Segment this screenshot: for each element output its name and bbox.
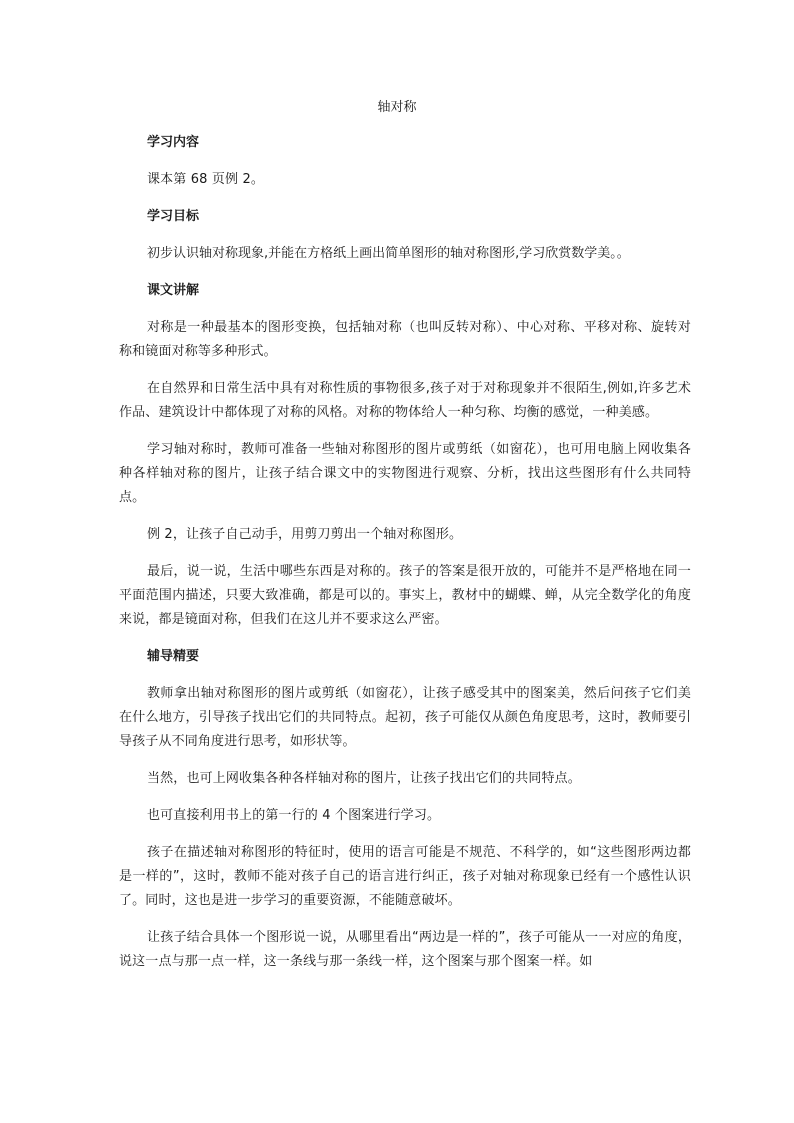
paragraph-correspondence: 让孩子结合具体一个图形说一说，从哪里看出“两边是一样的”，孩子可能从一一对应的角度，说这一点与那一点一样，这一条线与那一条线一样，这个图案与那个图案一样。如 — [119, 930, 691, 969]
paragraph-book-patterns: 也可直接利用书上的第一行的 4 个图案进行学习。 — [147, 808, 441, 823]
section-heading-learning-goals: 学习目标 — [147, 209, 200, 224]
paragraph-symmetry-definition: 对称是一种最基本的图形变换，包括轴对称（也叫反转对称）、中心对称、平移对称、旋转对称和镜面对称等多种形式。 — [119, 320, 691, 359]
paragraph-example-2: 例 2，让孩子自己动手，用剪刀剪出一个轴对称图形。 — [147, 527, 463, 542]
paragraph-collect-online: 当然，也可上网收集各种各样轴对称的图片，让孩子找出它们的共同特点。 — [147, 771, 581, 786]
paragraph-show-pictures: 教师拿出轴对称图形的图片或剪纸（如窗花），让孩子感受其中的图案美，然后问孩子它们美在什么地方，引导孩子找出它们的共同特点。起初，孩子可能仅从颜色角度思考，这时，教师要引导孩子从不同角度进行思考，如形状等。 — [119, 686, 691, 749]
paragraph-describe-features: 孩子在描述轴对称图形的特征时，使用的语言可能是不规范、不科学的，如“这些图形两边都是一样的”，这时，教师不能对孩子自己的语言进行纠正，孩子对轴对称现象已经有一个感性认识了。同时，这也是进一步学习的重要资源，不能随意破坏。 — [119, 845, 691, 908]
paragraph-learning-goals: 初步认识轴对称现象,并能在方格纸上画出简单图形的轴对称图形,学习欣赏数学美。。 — [147, 246, 630, 261]
section-heading-lesson-explanation: 课文讲解 — [147, 283, 200, 298]
paragraph-teaching-preparation: 学习轴对称时，教师可准备一些轴对称图形的图片或剪纸（如窗花），也可用电脑上网收集各种各样轴对称的图片，让孩子结合课文中的实物图进行观察、分析，找出这些图形有什么共同特点。 — [119, 442, 691, 505]
paragraph-symmetry-in-nature: 在自然界和日常生活中具有对称性质的事物很多,孩子对于对称现象并不很陌生,例如,许多艺术作品、建筑设计中都体现了对称的风格。对称的物体给人一种匀称、均衡的感觉，一种美感。 — [119, 381, 691, 420]
paragraph-textbook-page: 课本第 68 页例 2。 — [147, 172, 265, 187]
section-heading-learning-content: 学习内容 — [147, 135, 200, 150]
document-title: 轴对称 — [377, 100, 417, 115]
document-body — [119, 131, 691, 987]
paragraph-discussion: 最后，说一说，生活中哪些东西是对称的。孩子的答案是很开放的，可能并不是严格地在同一平面范围内描述，只要大致准确，都是可以的。事实上，教材中的蝴蝶、蝉，从完全数学化的角度来说，都是镜面对称，但我们在这儿并不要求这么严密。 — [119, 564, 691, 627]
section-heading-tutoring-essentials: 辅导精要 — [147, 649, 200, 664]
